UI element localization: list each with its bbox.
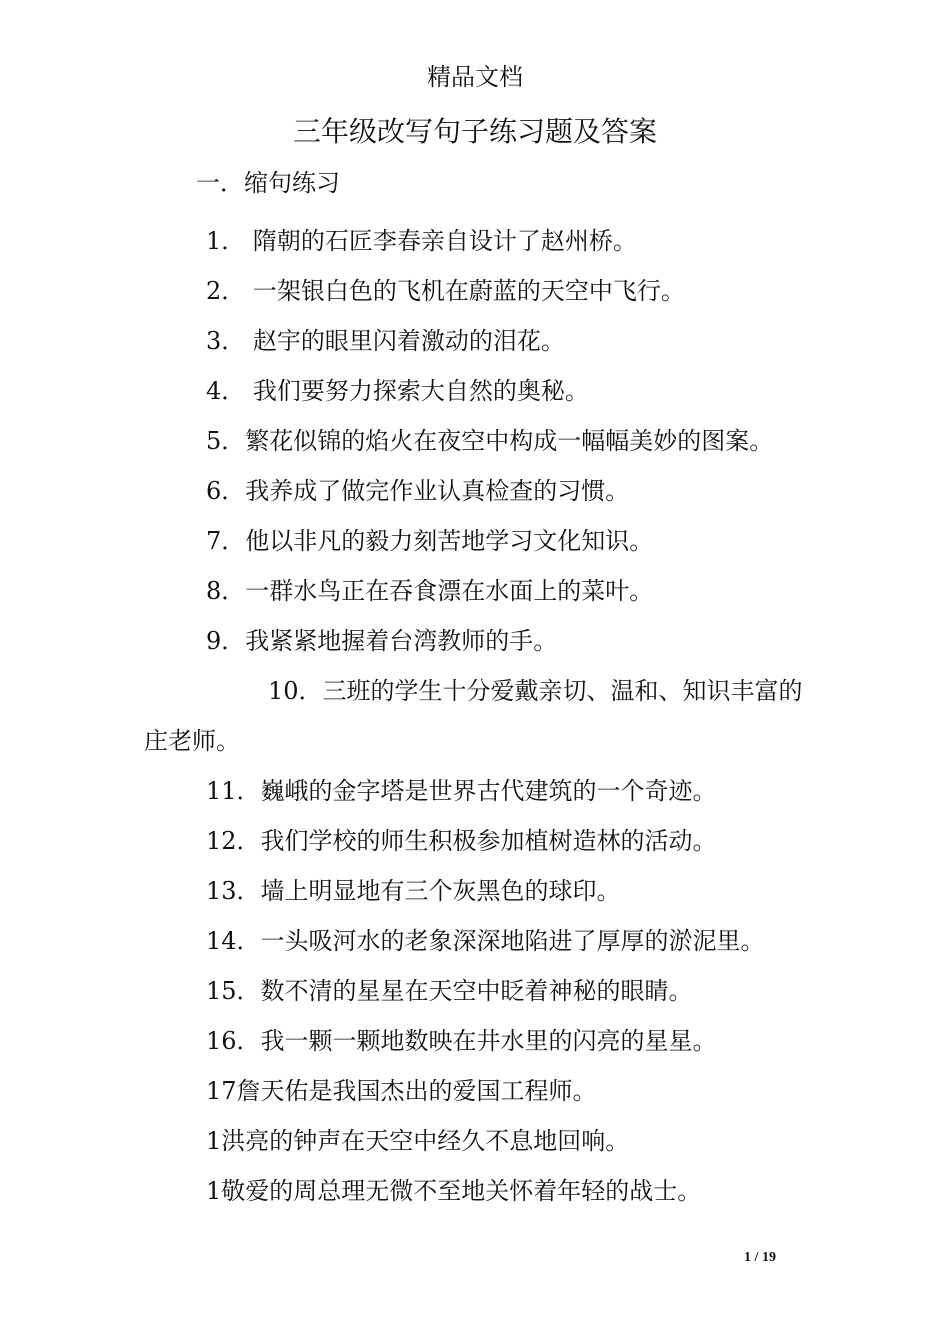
list-item bbox=[144, 516, 824, 566]
document-title: 三年级改写句子练习题及答案 bbox=[292, 115, 657, 148]
item-number: 9． bbox=[206, 627, 246, 655]
list-item bbox=[144, 216, 824, 266]
item-text: 一群水鸟正在吞食漂在水面上的菜叶。 bbox=[245, 577, 654, 605]
item-text: 我们学校的师生积极参加植树造林的活动。 bbox=[260, 827, 717, 855]
list-item bbox=[144, 316, 824, 366]
item-number: 3． bbox=[206, 327, 246, 355]
item-text: 我养成了做完作业认真检查的习惯。 bbox=[245, 477, 630, 505]
item-text: 我一颗一颗地数映在井水里的闪亮的星星。 bbox=[260, 1027, 717, 1055]
list-item bbox=[144, 1166, 824, 1216]
item-text: 洪亮的钟声在天空中经久不息地回响。 bbox=[221, 1127, 630, 1155]
item-number: 2． bbox=[206, 277, 246, 305]
list-item bbox=[144, 866, 824, 916]
item-number: 17 bbox=[206, 1077, 237, 1105]
list-item bbox=[144, 916, 824, 966]
item-number: 5． bbox=[206, 427, 246, 455]
total-pages: 19 bbox=[761, 1250, 776, 1265]
item-text: 巍峨的金字塔是世界古代建筑的一个奇迹。 bbox=[260, 777, 717, 805]
section-heading: 一．缩句练习 bbox=[196, 169, 340, 197]
page-separator: / bbox=[751, 1250, 762, 1265]
item-number: 13． bbox=[206, 877, 261, 905]
list-item bbox=[144, 416, 824, 466]
item-number: 1． bbox=[206, 227, 246, 255]
item-text: 我紧紧地握着台湾教师的手。 bbox=[245, 627, 558, 655]
item-text: 墙上明显地有三个灰黑色的球印。 bbox=[260, 877, 621, 905]
list-item bbox=[144, 1016, 824, 1066]
item-text: 三班的学生十分爱戴亲切、温和、知识丰富的庄老师。 bbox=[144, 677, 803, 755]
item-text: 一头吸河水的老象深深地陷进了厚厚的淤泥里。 bbox=[260, 927, 765, 955]
list-item bbox=[144, 1066, 824, 1116]
item-number: 16． bbox=[206, 1027, 261, 1055]
item-text: 他以非凡的毅力刻苦地学习文化知识。 bbox=[245, 527, 654, 555]
item-number: 14． bbox=[206, 927, 261, 955]
document-header: 精品文档 bbox=[427, 63, 523, 91]
list-item bbox=[144, 1116, 824, 1166]
item-number: 1 bbox=[206, 1127, 222, 1155]
list-item bbox=[144, 266, 824, 316]
item-text: 詹天佑是我国杰出的爱国工程师。 bbox=[236, 1077, 597, 1105]
item-number: 6． bbox=[206, 477, 246, 505]
item-number: 11． bbox=[206, 777, 261, 805]
item-text: 一架银白色的飞机在蔚蓝的天空中飞行。 bbox=[245, 277, 685, 305]
page-number bbox=[700, 1248, 820, 1268]
list-item bbox=[144, 616, 824, 666]
list-item bbox=[144, 816, 824, 866]
item-text: 敬爱的周总理无微不至地关怀着年轻的战士。 bbox=[221, 1177, 702, 1205]
item-number: 8． bbox=[206, 577, 246, 605]
item-number: 12． bbox=[206, 827, 261, 855]
list-item bbox=[144, 466, 824, 516]
item-text: 隋朝的石匠李春亲自设计了赵州桥。 bbox=[245, 227, 637, 255]
item-text: 赵宇的眼里闪着激动的泪花。 bbox=[245, 327, 565, 355]
current-page: 1 bbox=[744, 1250, 752, 1265]
item-number: 4． bbox=[206, 377, 246, 405]
list-item bbox=[144, 566, 824, 616]
item-text: 我们要努力探索大自然的奥秘。 bbox=[245, 377, 589, 405]
item-number: 10． bbox=[268, 677, 323, 705]
list-item bbox=[144, 966, 824, 1016]
item-number: 15． bbox=[206, 977, 261, 1005]
exercise-list bbox=[144, 216, 824, 1216]
item-text: 数不清的星星在天空中眨着神秘的眼睛。 bbox=[260, 977, 693, 1005]
list-item bbox=[144, 766, 824, 816]
list-item bbox=[144, 366, 824, 416]
list-item bbox=[144, 666, 824, 766]
item-text: 繁花似锦的焰火在夜空中构成一幅幅美妙的图案。 bbox=[245, 427, 774, 455]
item-number: 7． bbox=[206, 527, 246, 555]
item-number: 1 bbox=[206, 1177, 222, 1205]
